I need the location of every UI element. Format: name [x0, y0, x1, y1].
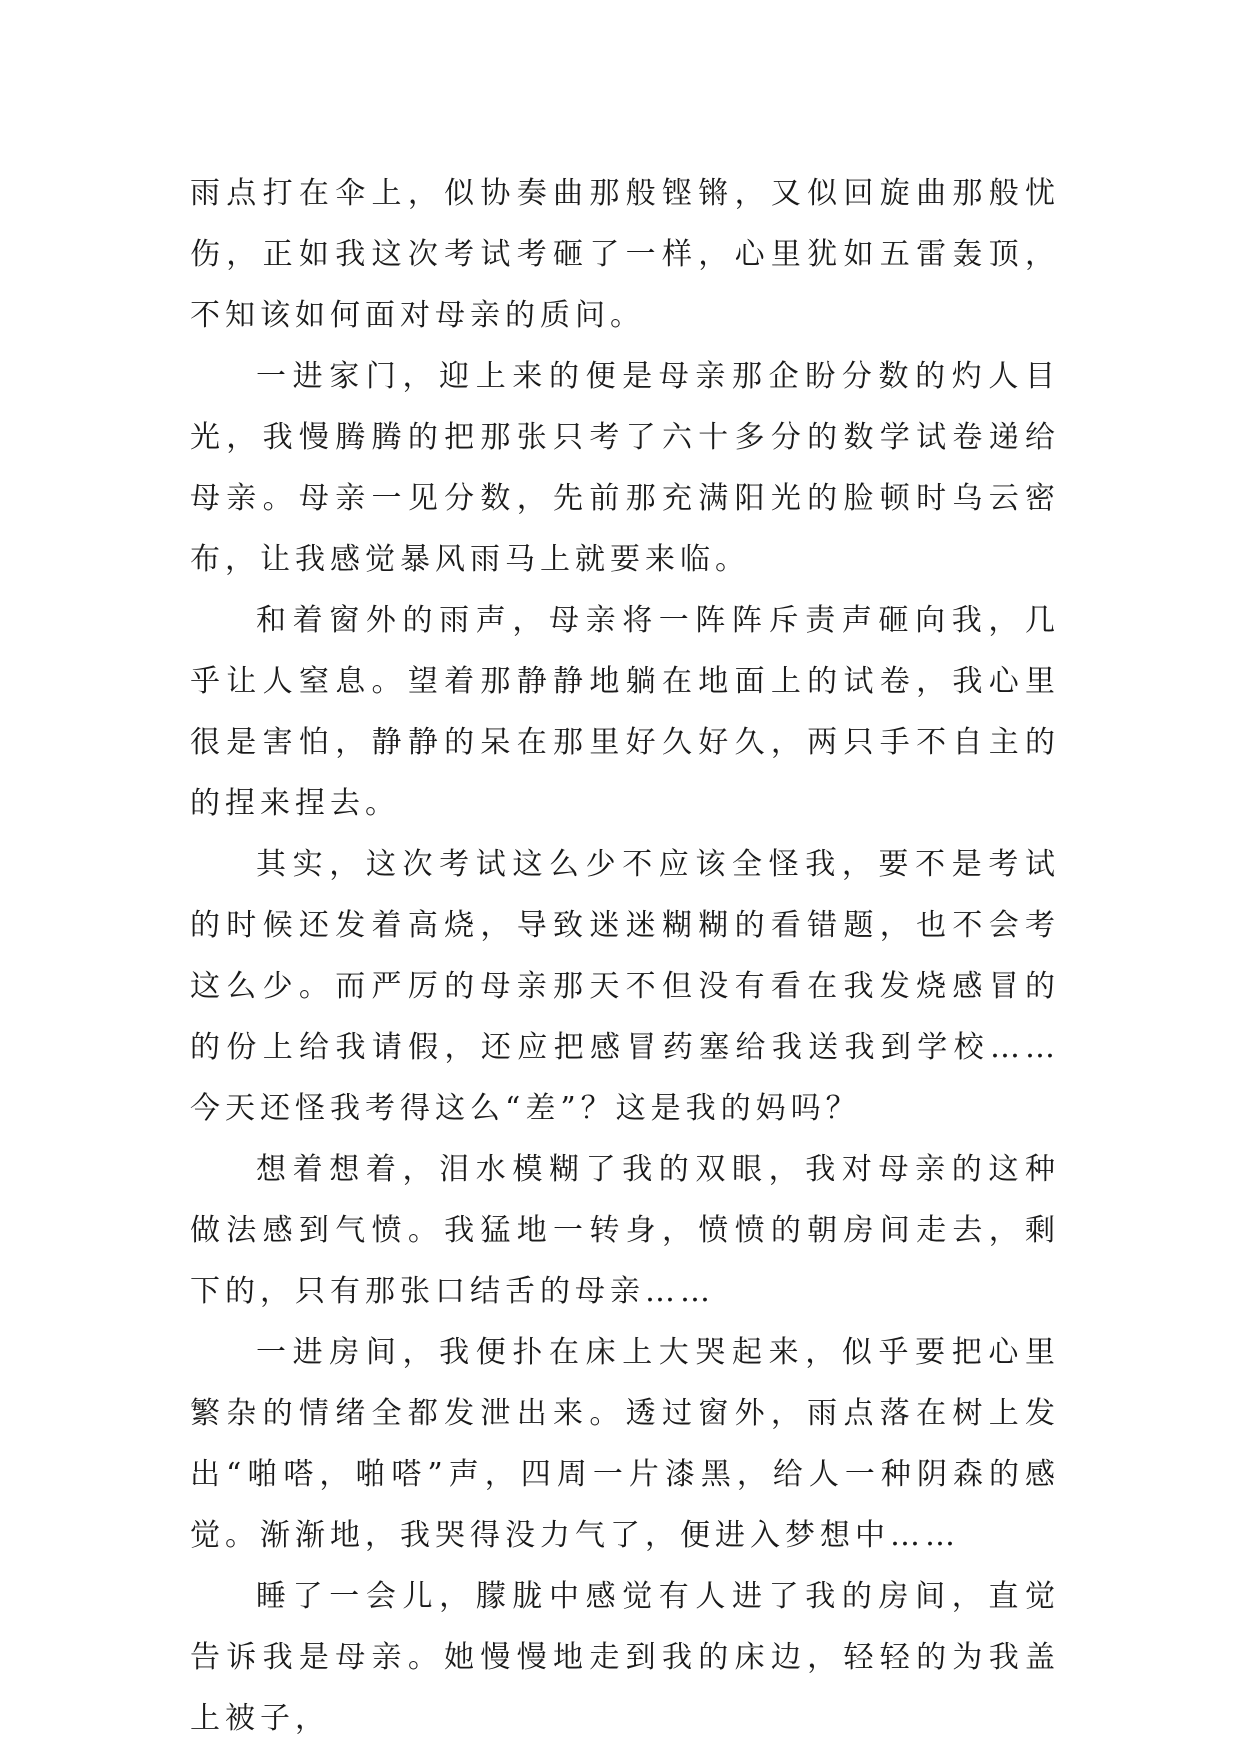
paragraph-5: 想着想着，泪水模糊了我的双眼，我对母亲的这种做法感到气愤。我猛地一转身，愤愤的朝房间走去，剩下的，只有那张口结舌的母亲…… — [190, 1152, 1060, 1309]
paragraph-1: 雨点打在伞上，似协奏曲那般铿锵，又似回旋曲那般忧伤，正如我这次考试考砸了一样，心里犹如五雷轰顶，不知该如何面对母亲的质问。 — [190, 176, 1060, 333]
paragraph-6: 一进房间，我便扑在床上大哭起来，似乎要把心里繁杂的情绪全都发泄出来。透过窗外，雨点落在树上发出“啪嗒，啪嗒”声，四周一片漆黑，给人一种阴森的感觉。渐渐地，我哭得没力气了，便进入梦想中…… — [190, 1335, 1060, 1553]
paragraph-4: 其实，这次考试这么少不应该全怪我，要不是考试的时候还发着高烧，导致迷迷糊糊的看错题，也不会考这么少。而严厉的母亲那天不但没有看在我发烧感冒的的份上给我请假，还应把感冒药塞给我送我到学校……今天还怪我考得这么“差”？这是我的妈吗？ — [190, 847, 1060, 1126]
paragraph-3: 和着窗外的雨声，母亲将一阵阵斥责声砸向我，几乎让人窒息。望着那静静地躺在地面上的试卷，我心里很是害怕，静静的呆在那里好久好久，两只手不自主的的捏来捏去。 — [190, 603, 1060, 821]
article-body — [190, 163, 1060, 1749]
paragraph-2: 一进家门，迎上来的便是母亲那企盼分数的灼人目光，我慢腾腾的把那张只考了六十多分的数学试卷递给母亲。母亲一见分数，先前那充满阳光的脸顿时乌云密布，让我感觉暴风雨马上就要来临。 — [190, 359, 1060, 577]
paragraph-7: 睡了一会儿，朦胧中感觉有人进了我的房间，直觉告诉我是母亲。她慢慢地走到我的床边，轻轻的为我盖上被子， — [190, 1579, 1060, 1736]
